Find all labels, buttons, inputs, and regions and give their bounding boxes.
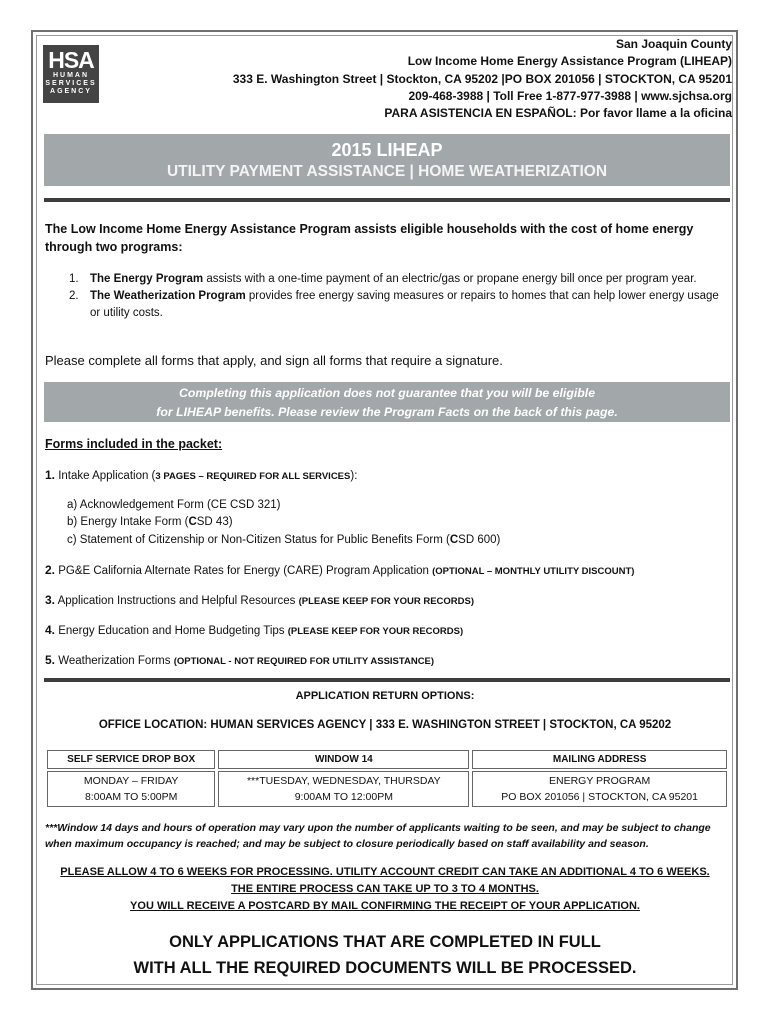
sub-form-c-text: c) Statement of Citizenship or Non-Citizen Status for Public Benefits Form (	[67, 533, 450, 546]
sub-form-b	[67, 514, 500, 531]
window-disclaimer: ***Window 14 days and hours of operation may vary upon the number of applicants waiting to be seen, and may be subject to change when maximum occupancy is reached; and may be subject to closure periodically based on staff availability and season.	[45, 822, 711, 850]
program-name: Low Income Home Energy Assistance Program (LIHEAP)	[407, 54, 732, 69]
agency-phone: 209-468-3988 | Toll Free 1-877-977-3988 | www.sjchsa.org	[408, 88, 732, 103]
county-name: San Joaquin County	[615, 37, 732, 51]
item-number: 5.	[45, 653, 56, 667]
sub-form-c-end: SD 600)	[458, 533, 501, 546]
item-text: Weatherization Forms	[55, 655, 174, 667]
processing-line-1: PLEASE ALLOW 4 TO 6 WEEKS FOR PROCESSING. UTILITY ACCOUNT CREDIT CAN TAKE AN ADDITIONAL 4 TO 6 WEEKS.	[60, 866, 710, 878]
agency-header	[233, 36, 732, 122]
page-subtitle: UTILITY PAYMENT ASSISTANCE | HOME WEATHERIZATION	[166, 163, 608, 180]
column-header: SELF SERVICE DROP BOX	[47, 750, 215, 769]
item-number: 2.	[45, 563, 56, 577]
item-end: ):	[350, 470, 358, 482]
table-header-row	[47, 750, 727, 769]
instructions-text: Please complete all forms that apply, and sign all forms that require a signature.	[45, 353, 503, 368]
cell-line: MONDAY – FRIDAY	[83, 775, 179, 787]
sub-form-c	[67, 532, 500, 549]
table-cell	[218, 771, 469, 807]
logo-line-3: AGENCY	[50, 88, 92, 95]
cell-line: 8:00AM TO 5:00PM	[84, 791, 178, 803]
sub-form-b-bold: C	[188, 516, 197, 529]
cell-line: 9:00AM TO 12:00PM	[294, 791, 393, 803]
table-row	[47, 771, 727, 807]
program-name-energy: The Energy Program	[90, 273, 204, 285]
processing-line-2: THE ENTIRE PROCESS CAN TAKE UP TO 3 TO 4 MONTHS.	[231, 883, 539, 895]
list-number: 1.	[69, 273, 79, 285]
form-item-1	[45, 468, 357, 482]
list-item	[65, 288, 725, 322]
item-tag: (OPTIONAL - NOT REQUIRED FOR UTILITY ASSISTANCE)	[173, 656, 435, 667]
logo-text: HSA	[48, 47, 94, 73]
processing-line-3: YOU WILL RECEIVE A POSTCARD BY MAIL CONFIRMING THE RECEIPT OF YOUR APPLICATION.	[130, 900, 640, 912]
sub-form-c-bold: C	[449, 533, 459, 546]
table-cell	[47, 771, 215, 807]
item-text: Application Instructions and Helpful Resources	[55, 595, 299, 607]
notice-line-2: for LIHEAP benefits. Please review the Program Facts on the back of this page.	[156, 405, 618, 419]
eligibility-notice	[44, 382, 730, 422]
form-item-4	[45, 623, 463, 637]
form-item-2	[45, 563, 634, 577]
cell-line: ENERGY PROGRAM	[548, 775, 651, 787]
list-item	[65, 271, 725, 288]
sub-form-a: a) Acknowledgement Form (CE CSD 321)	[67, 499, 281, 511]
column-header: MAILING ADDRESS	[472, 750, 727, 769]
return-options-title: APPLICATION RETURN OPTIONS:	[295, 690, 475, 702]
office-location: OFFICE LOCATION: HUMAN SERVICES AGENCY | 333 E. WASHINGTON STREET | STOCKTON, CA 95202	[98, 719, 672, 731]
item-tag: (PLEASE KEEP FOR YOUR RECORDS)	[298, 596, 475, 607]
warning-line-1: ONLY APPLICATIONS THAT ARE COMPLETED IN FULL	[169, 933, 601, 951]
form-item-3	[45, 593, 474, 607]
item-number: 1.	[45, 468, 56, 482]
processing-notice	[0, 864, 770, 915]
item-number: 4.	[45, 623, 56, 637]
intro-paragraph: The Low Income Home Energy Assistance Program assists eligible households with the cost of home energy through two programs:	[45, 222, 694, 254]
item-text: PG&E California Alternate Rates for Energy (CARE) Program Application	[55, 565, 433, 577]
program-desc: provides free energy saving measures or repairs to homes that can help lower energy usage or utility costs.	[90, 290, 719, 319]
return-options-table	[44, 748, 730, 809]
intake-sub-forms	[67, 497, 500, 549]
agency-address: 333 E. Washington Street | Stockton, CA 95202 |PO BOX 201056 | STOCKTON, CA 95201	[232, 71, 732, 86]
sub-form-b-end: SD 43)	[196, 516, 233, 529]
item-tag: (PLEASE KEEP FOR YOUR RECORDS)	[287, 626, 464, 637]
table-cell	[472, 771, 727, 807]
completion-warning	[0, 929, 770, 981]
item-number: 3.	[45, 593, 56, 607]
title-band	[44, 134, 730, 186]
item-tag: (OPTIONAL – MONTHLY UTILITY DISCOUNT)	[432, 566, 635, 577]
program-desc: assists with a one-time payment of an electric/gas or propane energy bill once per program year.	[203, 273, 697, 285]
sub-form-b-text: b) Energy Intake Form (	[67, 516, 189, 529]
item-text: Energy Education and Home Budgeting Tips	[55, 625, 288, 637]
forms-heading: Forms included in the packet:	[45, 437, 223, 451]
program-list	[65, 271, 725, 322]
column-header: WINDOW 14	[218, 750, 469, 769]
form-item-5	[45, 653, 434, 667]
divider-top	[44, 198, 730, 202]
cell-line: ***TUESDAY, WEDNESDAY, THURSDAY	[246, 775, 441, 787]
item-tag: 3 PAGES – REQUIRED FOR ALL SERVICES	[155, 471, 351, 482]
page-title: 2015 LIHEAP	[331, 140, 443, 160]
hsa-logo	[43, 45, 99, 103]
logo-line-1: HUMAN	[52, 72, 90, 79]
notice-line-1: Completing this application does not guarantee that you will be eligible	[178, 386, 596, 400]
program-name-weatherization: The Weatherization Program	[90, 290, 246, 302]
spanish-note: PARA ASISTENCIA EN ESPAÑOL: Por favor llame a la oficina	[384, 106, 732, 121]
list-number: 2.	[69, 290, 79, 302]
cell-line: PO BOX 201056 | STOCKTON, CA 95201	[501, 791, 698, 803]
warning-line-2: WITH ALL THE REQUIRED DOCUMENTS WILL BE PROCESSED.	[133, 959, 637, 977]
logo-line-2: SERVICES	[45, 80, 97, 87]
divider-middle	[44, 678, 730, 682]
item-text: Intake Application (	[55, 470, 156, 482]
